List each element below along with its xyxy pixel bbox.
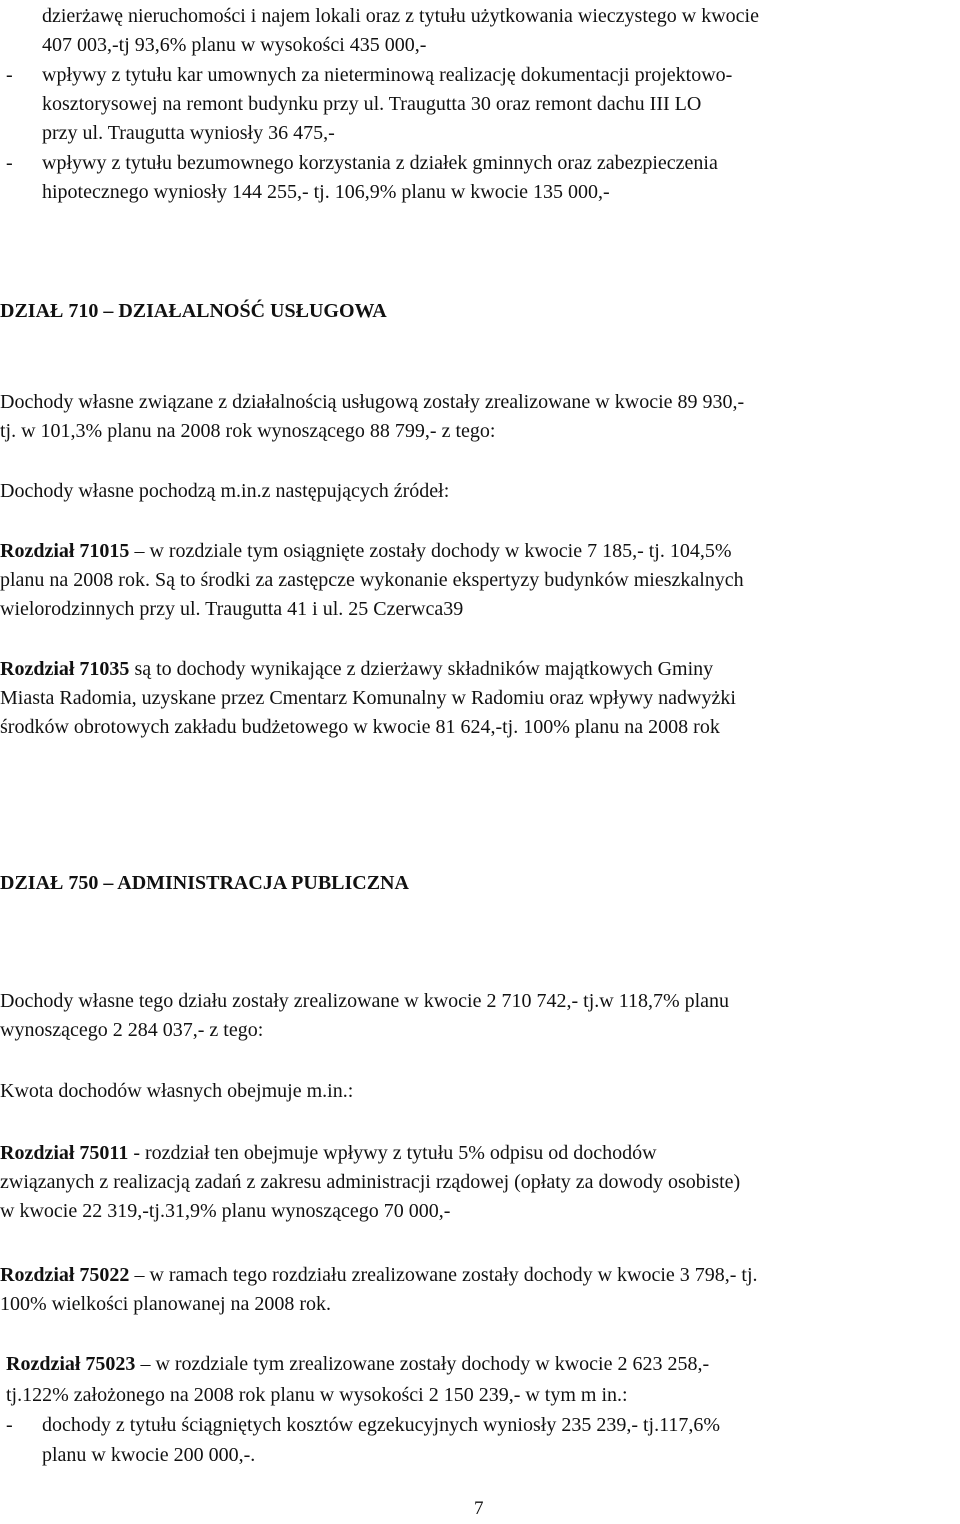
bullet-dash: - xyxy=(6,64,13,86)
rozdzial-text: – w ramach tego rozdziału zrealizowane zostały dochody w kwocie 3 798,- tj. xyxy=(129,1264,758,1286)
rozdzial-text: – w rozdziale tym zrealizowane zostały dochody w kwocie 2 623 258,- xyxy=(135,1353,710,1375)
paragraph-line: związanych z realizacją zadań z zakresu administracji rządowej (opłaty za dowody osobiste) xyxy=(0,1171,741,1193)
bullet-2-line-2: hipotecznego wyniosły 144 255,- tj. 106,9% planu w kwocie 135 000,- xyxy=(42,181,610,203)
paragraph-line: 100% wielkości planowanej na 2008 rok. xyxy=(0,1293,332,1315)
paragraph-line: Dochody własne tego działu zostały zrealizowane w kwocie 2 710 742,- tj.w 118,7% planu xyxy=(0,990,730,1012)
bullet-0-line-1: dzierżawę nieruchomości i najem lokali oraz z tytułu użytkowania wieczystego w kwocie xyxy=(42,5,759,27)
paragraph-line: tj. w 101,3% planu na 2008 rok wynoszącego 88 799,- z tego: xyxy=(0,420,496,442)
bullet-0-line-2: 407 003,-tj 93,6% planu w wysokości 435 000,- xyxy=(42,34,427,56)
rozdzial-text: - rozdział ten obejmuje wpływy z tytułu 5% odpisu od dochodów xyxy=(128,1142,657,1164)
bullet-1-line-1: wpływy z tytułu kar umownych za nieterminową realizację dokumentacji projektowo- xyxy=(42,64,733,86)
bullet-line: dochody z tytułu ściągniętych kosztów egzekucyjnych wyniosły 235 239,- tj.117,6% xyxy=(42,1414,721,1436)
bullet-dash: - xyxy=(6,1414,13,1436)
rozdzial-label: Rozdział 75022 xyxy=(0,1264,130,1286)
section-heading: DZIAŁ 750 – ADMINISTRACJA PUBLICZNA xyxy=(0,872,409,894)
rozdzial-75023 xyxy=(6,1349,709,1379)
paragraph-line: środków obrotowych zakładu budżetowego w kwocie 81 624,-tj. 100% planu na 2008 rok xyxy=(0,716,720,738)
rozdzial-label: Rozdział 75023 xyxy=(6,1353,136,1375)
rozdzial-label: Rozdział 71035 xyxy=(0,658,130,680)
rozdzial-71035 xyxy=(0,654,713,684)
paragraph-line: wielorodzinnych przy ul. Traugutta 41 i ul. 25 Czerwca39 xyxy=(0,598,464,620)
bullet-dash: - xyxy=(6,152,13,174)
paragraph-line: Miasta Radomia, uzyskane przez Cmentarz Komunalny w Radomiu oraz wpływy nadwyżki xyxy=(0,687,736,709)
paragraph-line: Kwota dochodów własnych obejmuje m.in.: xyxy=(0,1080,354,1102)
bullet-2-line-1: wpływy z tytułu bezumownego korzystania z działek gminnych oraz zabezpieczenia xyxy=(42,152,718,174)
rozdzial-label: Rozdział 75011 xyxy=(0,1142,129,1164)
paragraph-line: w kwocie 22 319,-tj.31,9% planu wynoszącego 70 000,- xyxy=(0,1200,451,1222)
paragraph-line: Dochody własne pochodzą m.in.z następujących źródeł: xyxy=(0,480,450,502)
rozdzial-75011 xyxy=(0,1138,657,1168)
bullet-1-line-2: kosztorysowej na remont budynku przy ul. Traugutta 30 oraz remont dachu III LO xyxy=(42,93,702,115)
page-number: 7 xyxy=(474,1498,484,1519)
rozdzial-text: są to dochody wynikające z dzierżawy składników majątkowych Gminy xyxy=(129,658,714,680)
rozdzial-75022 xyxy=(0,1260,758,1290)
rozdzial-label: Rozdział 71015 xyxy=(0,540,130,562)
rozdzial-text: – w rozdziale tym osiągnięte zostały dochody w kwocie 7 185,- tj. 104,5% xyxy=(129,540,732,562)
rozdzial-71015 xyxy=(0,536,732,566)
paragraph-line: Dochody własne związane z działalnością usługową zostały zrealizowane w kwocie 89 930,- xyxy=(0,391,745,413)
bullet-1-line-3: przy ul. Traugutta wyniosły 36 475,- xyxy=(42,122,335,144)
paragraph-line: tj.122% założonego na 2008 rok planu w wysokości 2 150 239,- w tym m in.: xyxy=(6,1384,628,1406)
paragraph-line: planu na 2008 rok. Są to środki za zastępcze wykonanie ekspertyzy budynków mieszkalnych xyxy=(0,569,744,591)
bullet-line: planu w kwocie 200 000,-. xyxy=(42,1444,256,1466)
paragraph-line: wynoszącego 2 284 037,- z tego: xyxy=(0,1019,264,1041)
section-heading: DZIAŁ 710 – DZIAŁALNOŚĆ USŁUGOWA xyxy=(0,300,387,322)
